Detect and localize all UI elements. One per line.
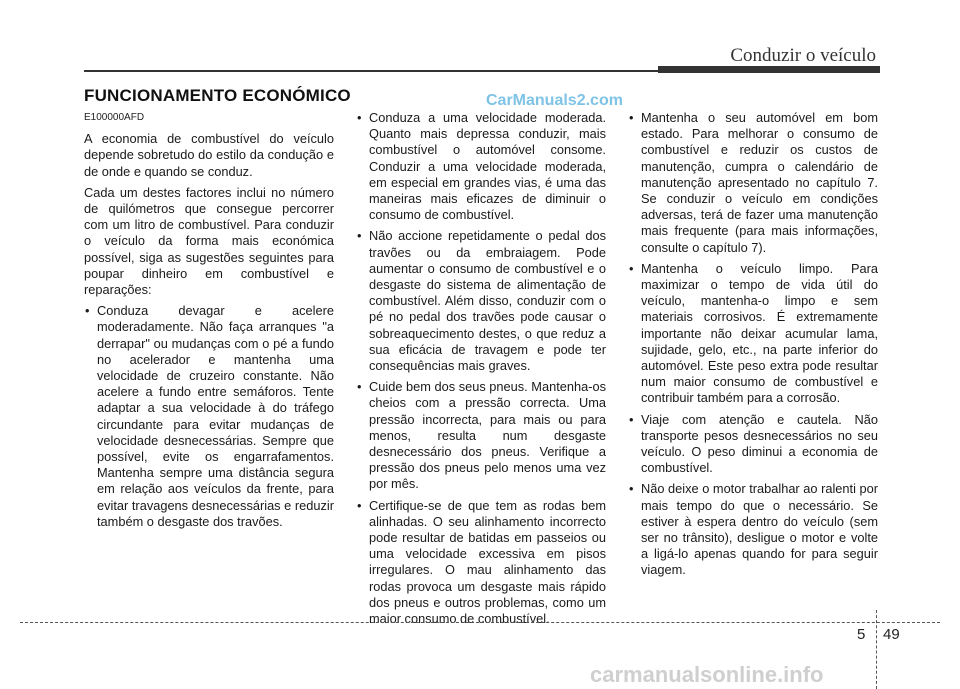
section-code: E100000AFD: [84, 112, 145, 123]
tip-item: • Mantenha o veículo limpo. Para maximizar o tempo de vida útil do veículo, mantenha-o limpo e sem materiais corrosivos. É extremamente importante não deixar acumular lama, sujidade, gelo, etc., na parte inferior do automóvel. Este peso extra pode resultar num maior consumo de combustível e contribuir também para a corrosão.: [628, 261, 878, 407]
chapter-number: 5: [857, 626, 866, 643]
watermark-bottom[interactable]: carmanualsonline.info: [590, 662, 824, 687]
running-header-title: Conduzir o veículo: [730, 45, 876, 66]
intro-paragraph-1: A economia de combustível do veículo depende sobretudo do estilo da condução e de onde e quando se conduz.: [84, 131, 334, 179]
text-column-1: [84, 110, 334, 535]
tips-list-2: [356, 110, 606, 627]
header-rule-bar: [658, 66, 880, 73]
intro-paragraph-2: Cada um destes factores inclui no número de quilómetros que consegue percorrer com um litro de combustível. Para conduzir o veículo da forma mais económica possível, siga as sugestões seguintes para poupar dinheiro em combustível e reparações:: [84, 184, 334, 298]
tip-item: • Mantenha o seu automóvel em bom estado. Para melhorar o consumo de combustível e reduzir os custos de manutenção, cumpra o calendário de manutenção apresentado no capítulo 7. Se conduzir o veículo em condições adversas, terá de fazer uma manutenção mais frequente (para mais informações, consulte o capítulo 7).: [628, 110, 878, 256]
page-number: 49: [883, 626, 900, 643]
tip-item: • Não accione repetidamente o pedal dos travões ou da embraiagem. Pode aumentar o consumo de combustível e o desgaste do sistema de alimentação de combustível. Além disso, conduzir com o pé no pedal dos travões pode causar o sobreaquecimento destes, o que reduz a sua eficácia de travagem e pode ter consequências mais graves.: [356, 228, 606, 374]
tip-item: • Conduza a uma velocidade moderada. Quanto mais depressa conduzir, mais combustível o automóvel consome. Conduzir a uma velocidade moderada, em especial em grandes vias, é uma das maneiras mais eficazes de diminuir o consumo de combustível.: [356, 110, 606, 223]
text-column-2: [356, 110, 606, 632]
tip-item: • Não deixe o motor trabalhar ao ralenti por mais tempo do que o necessário. Se estiver à espera dentro do veículo (sem ser no trânsito), desligue o motor e volte a ligá-lo apenas quando for para seguir viagem.: [628, 481, 878, 578]
page-number-divider: [876, 610, 877, 689]
header-rule: [84, 70, 658, 72]
watermark-top[interactable]: CarManuals2.com: [486, 92, 623, 109]
tip-item: • Cuide bem dos seus pneus. Mantenha-os cheios com a pressão correcta. Uma pressão incorrecta, para mais ou para menos, resulta num desgaste desnecessário dos pneus. Verifique a pressão dos pneus pelo menos uma vez por mês.: [356, 379, 606, 492]
footer-divider: [20, 622, 940, 623]
tip-item: • Conduza devagar e acelere moderadamente. Não faça arranques "a derrapar" ou mudanças com o pé a fundo no acelerador e mantenha uma velocidade de cruzeiro constante. Não acelere a fundo entre semáforos. Tente adaptar a sua velocidade à do tráfego circundante para evitar mudanças de velocidade desnecessárias. Sempre que possível, evite os engarrafamentos. Mantenha sempre uma distância segura em relação aos veículos da frente, para evitar travagens desnecessárias e reduzir também o desgaste dos travões.: [84, 303, 334, 530]
tip-item: • Viaje com atenção e cautela. Não transporte pesos desnecessários no seu veículo. O peso diminui a economia de combustível.: [628, 412, 878, 477]
text-column-3: [628, 110, 878, 584]
tips-list-1: [84, 303, 334, 530]
section-title: FUNCIONAMENTO ECONÓMICO: [84, 86, 351, 105]
tip-item: • Certifique-se de que tem as rodas bem alinhadas. O seu alinhamento incorrecto pode resultar de batidas em passeios ou uma velocidade excessiva em pisos irregulares. O mau alinhamento das rodas provoca um desgaste mais rápido dos pneus e outros problemas, como um maior consumo de combustível.: [356, 498, 606, 628]
tips-list-3: [628, 110, 878, 579]
